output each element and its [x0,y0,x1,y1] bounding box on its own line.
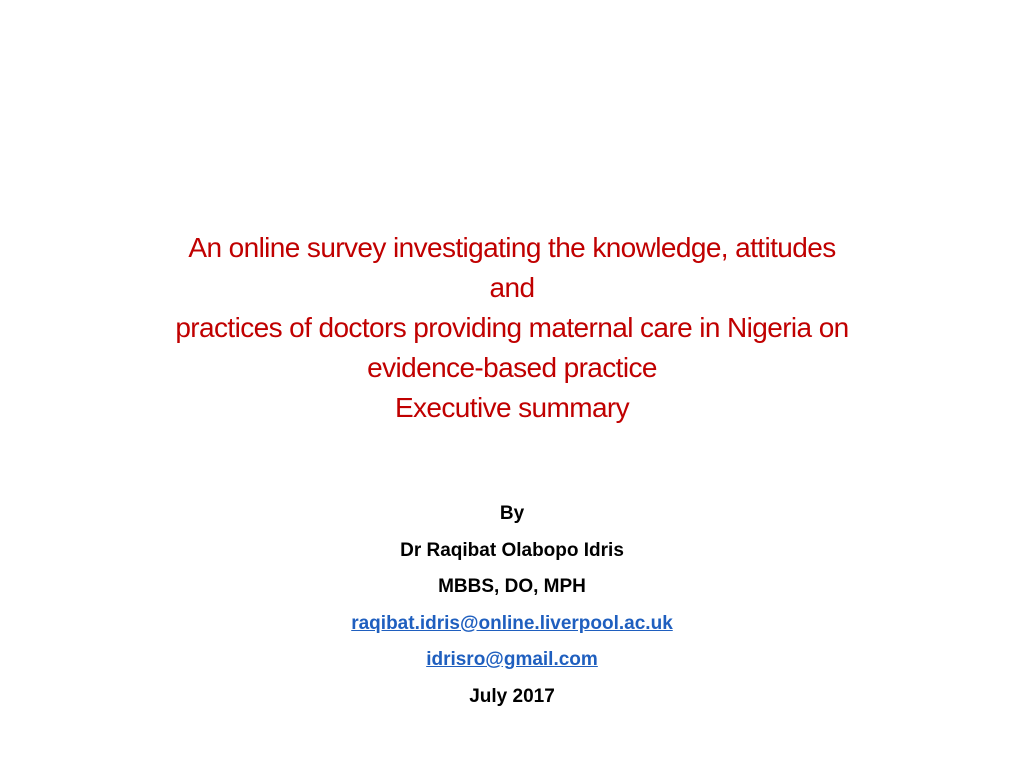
author-name: Dr Raqibat Olabopo Idris [400,539,624,561]
slide-title [60,228,964,428]
title-line-2: and [489,272,535,303]
title-line-1: An online survey investigating the knowledge, attitudes [188,232,836,263]
publication-date: July 2017 [469,685,555,707]
secondary-email-link[interactable]: idrisro@gmail.com [426,649,598,670]
by-label: By [499,503,525,524]
title-line-4: evidence-based practice [367,352,657,383]
author-credentials: MBBS, DO, MPH [438,576,586,597]
primary-email-link[interactable]: raqibat.idris@online.liverpool.ac.uk [351,612,673,634]
title-line-5: Executive summary [394,392,630,423]
byline [200,496,824,715]
title-line-3: practices of doctors providing maternal care in Nigeria on [175,312,849,343]
